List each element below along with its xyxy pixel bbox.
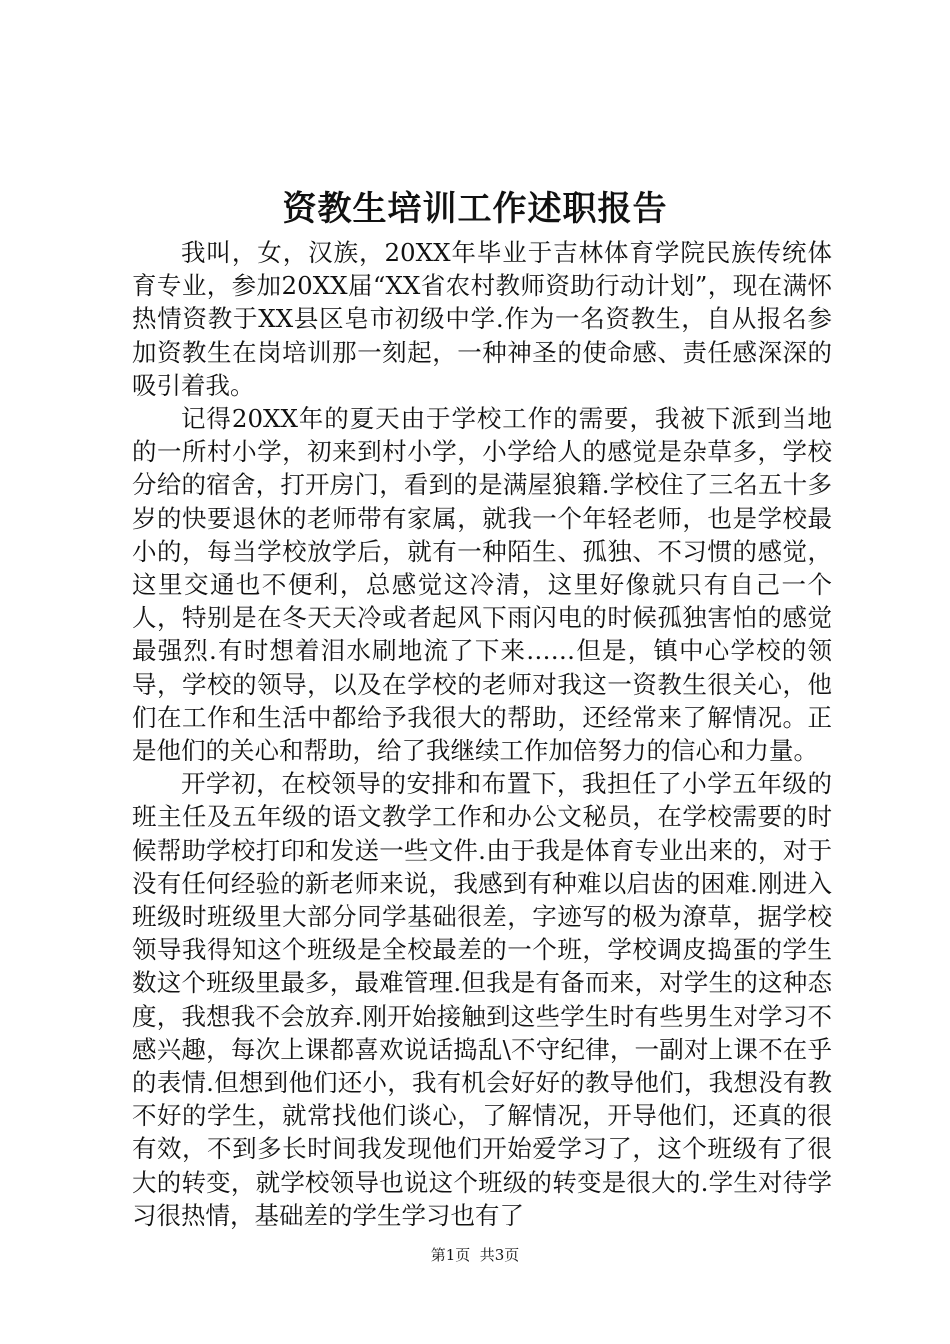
paragraph-1: 我叫，女，汉族，20XX年毕业于吉林体育学院民族传统体育专业，参加20XX届“XX省农村教师资助行动计划”，现在满怀热情资教于XX县区皂市初级中学.作为一名资教生，自从报名参加资教生在岗培训那一刻起，一种神圣的使命感、责任感深深的吸引着我。 <box>132 238 832 400</box>
document-title: 资教生培训工作述职报告 <box>282 189 668 229</box>
document-body <box>132 236 832 1232</box>
paragraph-3: 开学初，在校领导的安排和布置下，我担任了小学五年级的班主任及五年级的语文教学工作和办公文秘员，在学校需要的时候帮助学校打印和发送一些文件.由于我是体育专业出来的，对于没有任何经验的新老师来说，我感到有种难以启齿的困难.刚进入班级时班级里大部分同学基础很差，字迹写的极为潦草，据学校领导我得知这个班级是全校最差的一个班，学校调皮捣蛋的学生数这个班级里最多，最难管理.但我是有备而来，对学生的这种态度，我想我不会放弃.刚开始接触到这些学生时有些男生对学习不感兴趣，每次上课都喜欢说话捣乱\不守纪律，一副对上课不在乎的表情.但想到他们还小，我有机会好好的教导他们，我想没有教不好的学生，就常找他们谈心，了解情况，开导他们，还真的很有效，不到多长时间我发现他们开始爱学习了，这个班级有了很大的转变，就学校领导也说这个班级的转变是很大的.学生对待学习很热情，基础差的学生学习也有了 <box>132 769 832 1230</box>
page-footer: 第1页 共3页 <box>430 1246 520 1264</box>
paragraph-2: 记得20XX年的夏天由于学校工作的需要，我被下派到当地的一所村小学，初来到村小学，小学给人的感觉是杂草多，学校分给的宿舍，打开房门，看到的是满屋狼籍.学校住了三名五十多岁的快要退休的老师带有家属，就我一个年轻老师，也是学校最小的，每当学校放学后，就有一种陌生、孤独、不习惯的感觉，这里交通也不便利，总感觉这冷清，这里好像就只有自己一个人，特别是在冬天天冷或者起风下雨闪电的时候孤独害怕的感觉最强烈.有时想着泪水刷地流了下来……但是，镇中心学校的领导，学校的领导，以及在学校的老师对我这一资教生很关心，他们在工作和生活中都给予我很大的帮助，还经常来了解情况。正是他们的关心和帮助，给了我继续工作加倍努力的信心和力量。 <box>132 404 832 766</box>
